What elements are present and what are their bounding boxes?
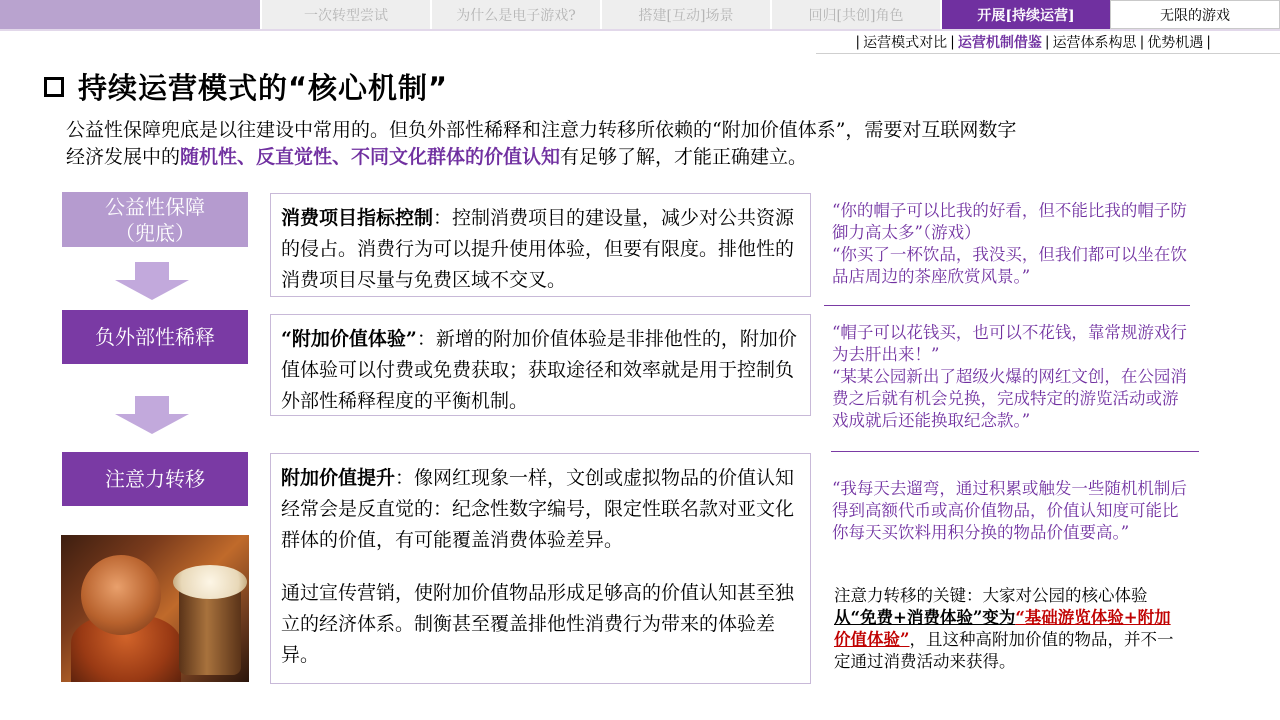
- quote-group-2: [832, 322, 1192, 432]
- tab-infinite-game[interactable]: 无限的游戏: [1110, 0, 1280, 29]
- added-value-boost-box: [270, 453, 811, 684]
- added-value-experience-text: ：新增的附加价值体验是非排他性的，附加价值体验可以付费或免费获取；获取途径和效率就是用于控制负外部性稀释程度的平衡机制。: [281, 328, 797, 412]
- public-guarantee-sublabel: （兜底）: [115, 220, 195, 245]
- intro-line-2-pre: 经济发展中的: [66, 146, 181, 168]
- brand-block: [0, 0, 260, 29]
- public-guarantee-box: [62, 192, 248, 247]
- intro-line-1: 公益性保障兜底是以往建设中常用的。但负外部性稀释和注意力转移所依赖的“附加价值体系”，需要对互联网数字: [66, 119, 1017, 141]
- dwarf-with-beer-image: [61, 535, 249, 682]
- tab-why-video-games[interactable]: 为什么是电子游戏?: [430, 0, 600, 29]
- page-title: 持续运营模式的“核心机制”: [78, 71, 449, 105]
- quote-group-1: [832, 200, 1192, 288]
- public-guarantee-label: 公益性保障: [105, 194, 205, 219]
- top-tab-bar: [0, 0, 1280, 29]
- intro-line-2-post: 有足够了解，才能正确建立。: [560, 146, 808, 168]
- added-value-experience-heading: “附加价值体验”: [281, 328, 417, 350]
- quote-drink-scenery: “你买了一杯饮品，我没买，但我们都可以坐在饮品店周边的茶座欣赏风景。”: [832, 245, 1187, 286]
- subnav-separator: |: [1139, 34, 1145, 50]
- subnav-underline: [816, 53, 1280, 54]
- quote-hat-defense: “你的帽子可以比我的好看，但不能比我的帽子防御力高太多”（游戏）: [832, 201, 1187, 242]
- quote-divider: [824, 305, 1190, 306]
- subnav-separator: |: [950, 34, 955, 50]
- externality-dilution-box: [62, 310, 248, 364]
- attention-shift-box: [62, 452, 248, 506]
- tab-continuous-operation[interactable]: 开展[持续运营]: [940, 0, 1110, 29]
- subnav-item-mechanism[interactable]: 运营机制借鉴: [957, 35, 1042, 51]
- down-arrow-icon: [115, 396, 189, 434]
- intro-line-2: [66, 144, 1206, 171]
- key-note-post: ，且这种高附加价值的物品，并不一定通过消费活动来获得。: [834, 630, 1174, 671]
- tab-transition-attempt[interactable]: 一次转型尝试: [260, 0, 430, 29]
- key-note-red: “基础游览体验+附加价值体验”: [834, 608, 1171, 649]
- key-note-bold: 从“免费+消费体验”变为: [834, 608, 1016, 627]
- consumption-control-text: ：控制消费项目的建设量，减少对公共资源的侵占。消费行为可以提升使用体验，但要有限度。排他性的消费项目尽量与免费区域不交叉。: [281, 207, 795, 291]
- externality-dilution-label: 负外部性稀释: [95, 325, 215, 349]
- top-divider: [0, 29, 1280, 31]
- intro-emphasis: 随机性、反直觉性、不同文化群体的价值认知: [180, 146, 561, 168]
- subnav-separator: |: [1206, 34, 1211, 50]
- added-value-experience-box: [270, 314, 811, 416]
- quote-daily-walk: “我每天去遛弯，通过积累或触发一些随机机制后得到高额代币或高价值物品，价值认知度可能比你每天买饮料用积分换的物品价值要高。”: [832, 479, 1187, 542]
- tab-cocreation-role[interactable]: 回归[共创]角色: [770, 0, 940, 29]
- attention-shift-label: 注意力转移: [105, 467, 205, 491]
- subnav-separator: |: [855, 34, 861, 50]
- attention-shift-key-note: [834, 585, 1184, 673]
- square-bullet-icon: [44, 77, 64, 97]
- page-title-row: [44, 66, 448, 107]
- subnav-item-advantages[interactable]: 优势机遇: [1147, 35, 1204, 51]
- consumption-control-heading: 消费项目指标控制: [281, 207, 434, 229]
- quote-divider: [831, 451, 1199, 452]
- added-value-boost-text-2: 通过宣传营销，使附加价值物品形成足够高的价值认知甚至独立的经济体系。制衡甚至覆盖排他性消费行为带来的体验差异。: [281, 582, 795, 666]
- added-value-boost-heading: 附加价值提升: [281, 467, 396, 489]
- tab-interactive-scene[interactable]: 搭建[互动]场景: [600, 0, 770, 29]
- intro-paragraph: [66, 117, 1206, 171]
- key-note-pre: 注意力转移的关键：大家对公园的核心体验: [834, 586, 1148, 605]
- added-value-boost-text: ：像网红现象一样，文创或虚拟物品的价值认知经常会是反直觉的：纪念性数字编号，限定性联名款对亚文化群体的价值，有可能覆盖消费体验差异。: [281, 467, 795, 551]
- consumption-control-box: [270, 193, 811, 297]
- quote-hat-grind: “帽子可以花钱买，也可以不花钱，靠常规游戏行为去肝出来！”: [832, 323, 1187, 364]
- subnav-item-mode-compare[interactable]: 运营模式对比: [863, 35, 948, 51]
- subnav-separator: |: [1044, 34, 1050, 50]
- quote-park-merch: “某某公园新出了超级火爆的网红文创，在公园消费之后就有机会兑换，完成特定的游览活动或游戏成就后还能换取纪念款。”: [832, 367, 1187, 430]
- down-arrow-icon: [115, 262, 189, 300]
- subnav-item-system-concept[interactable]: 运营体系构思: [1052, 35, 1137, 51]
- quote-group-3: [832, 478, 1192, 544]
- sub-navigation: [852, 32, 1214, 52]
